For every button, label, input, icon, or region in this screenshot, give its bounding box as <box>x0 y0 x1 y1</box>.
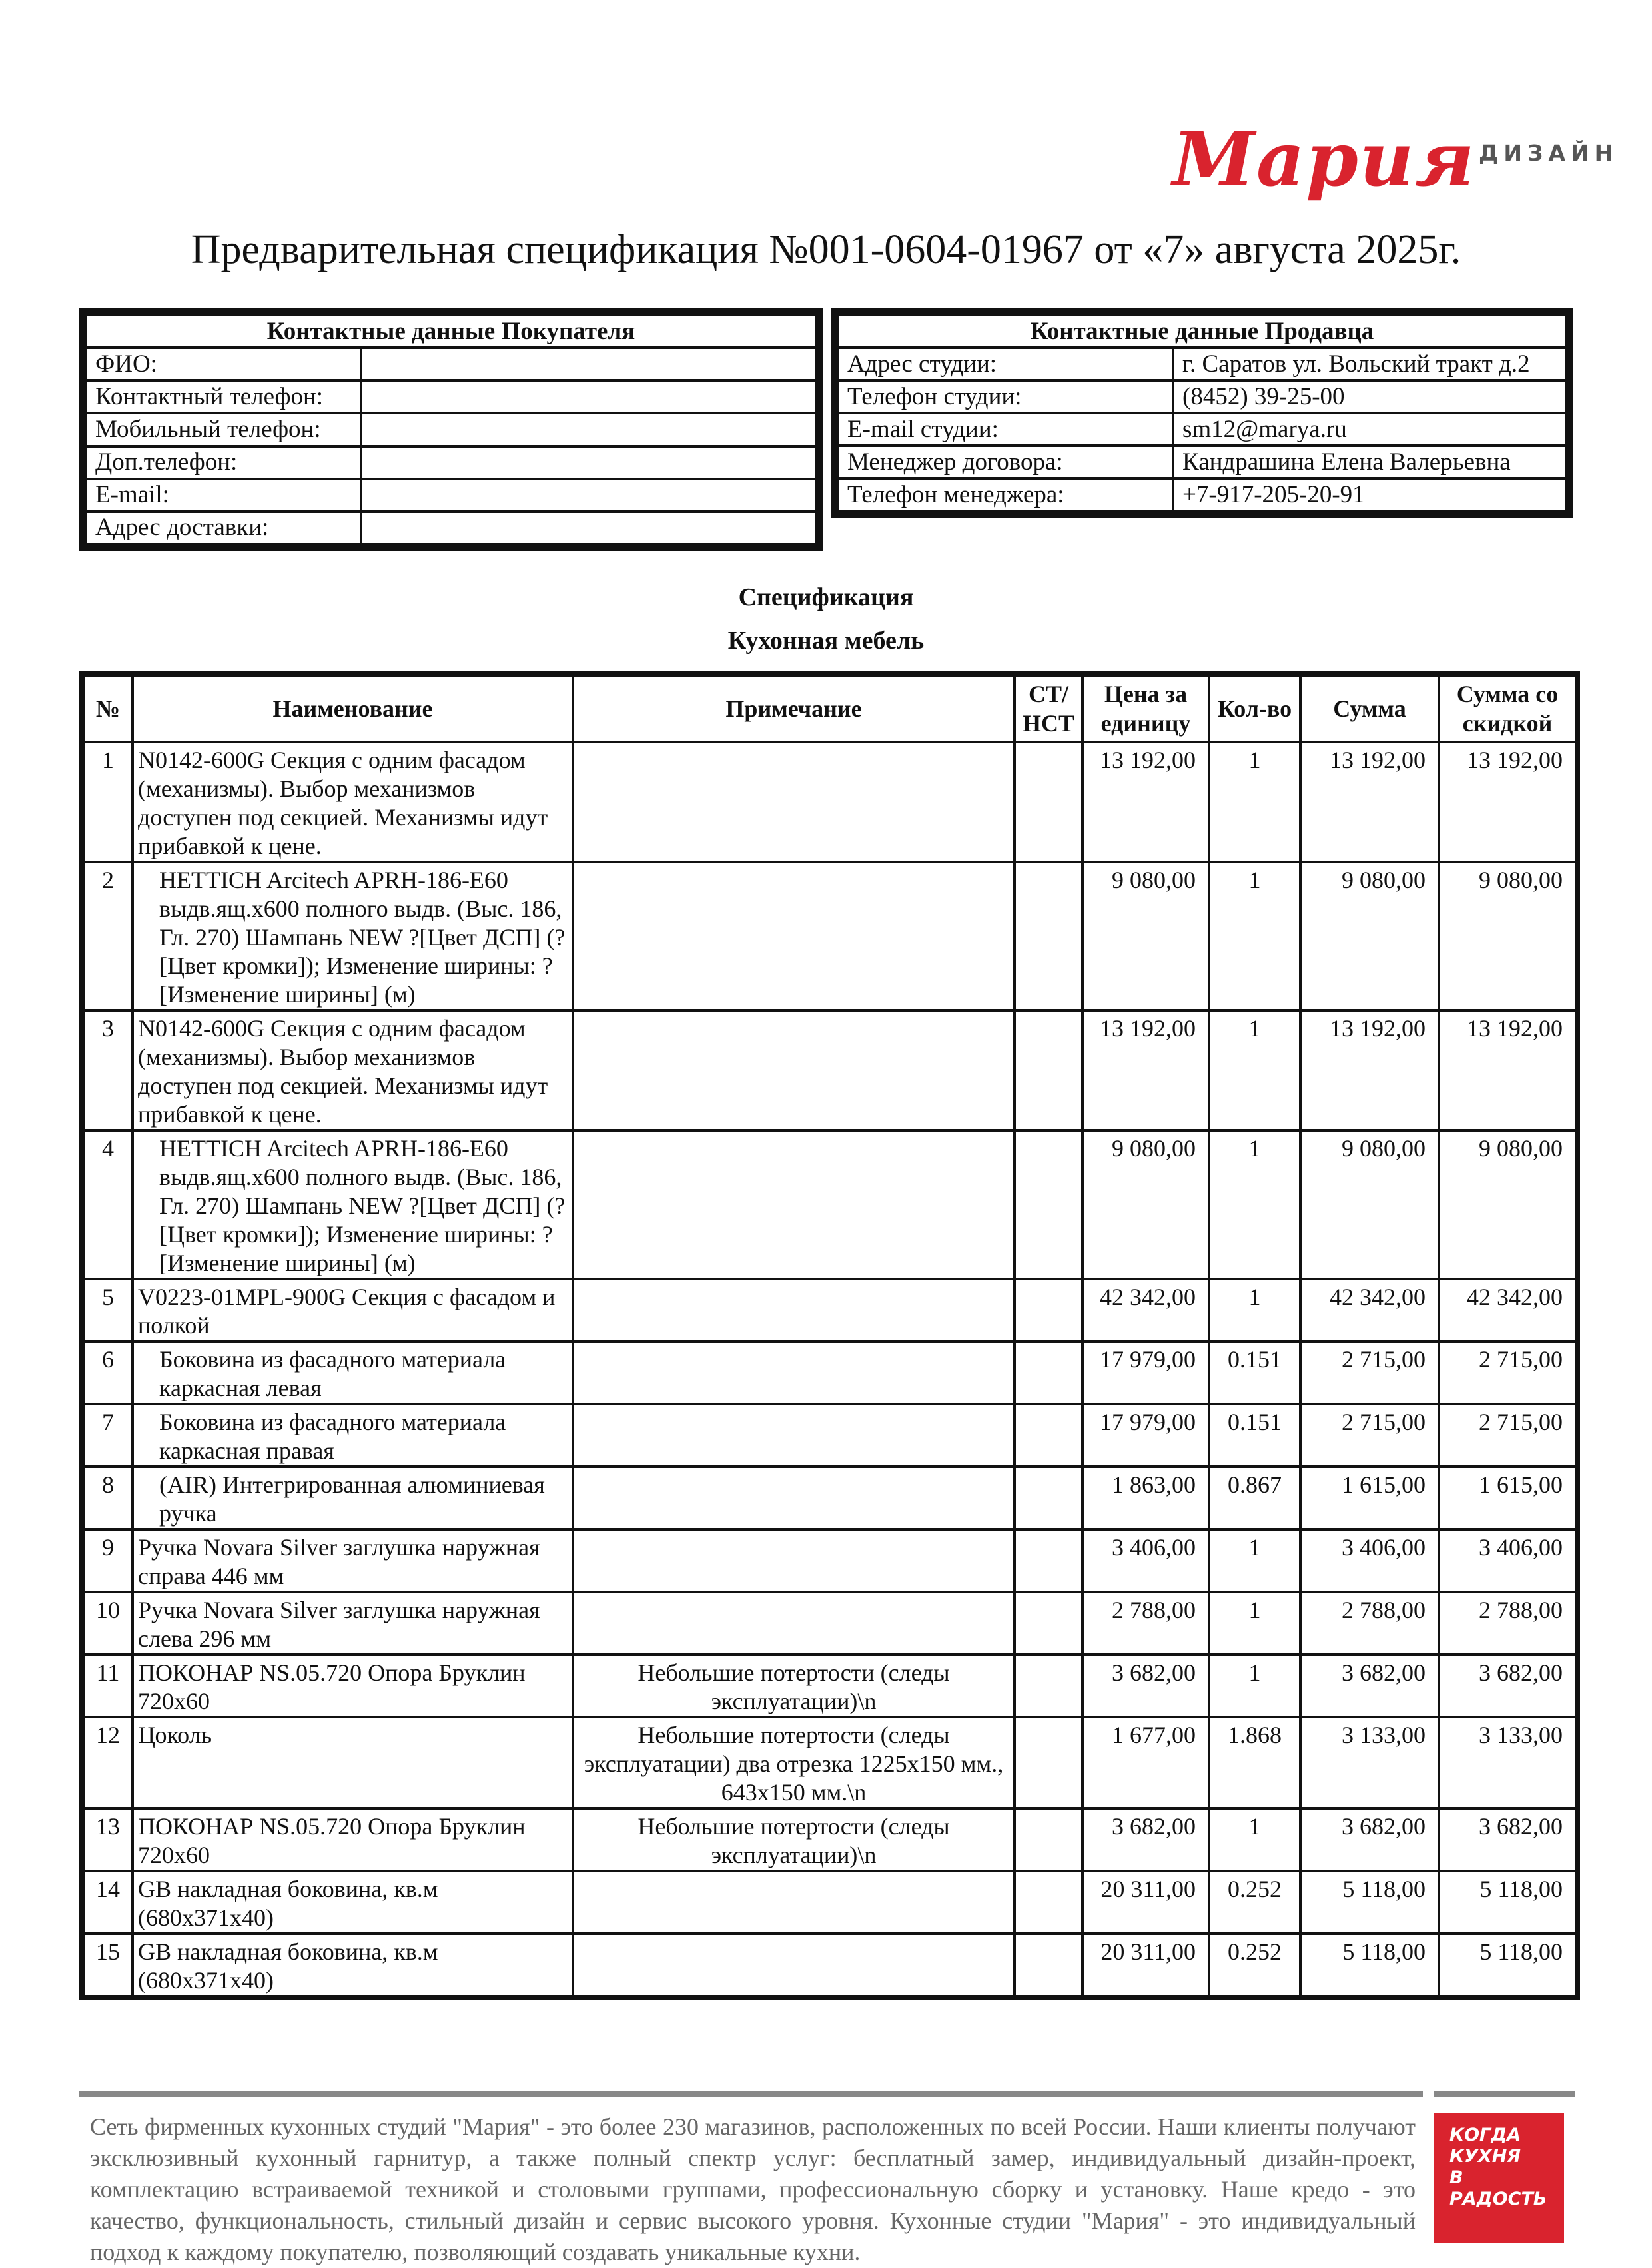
item-price: 3 406,00 <box>1082 1529 1209 1592</box>
col-header-price: Цена за единицу <box>1082 674 1209 742</box>
item-st <box>1015 1529 1082 1592</box>
item-sum: 3 133,00 <box>1300 1717 1439 1808</box>
buyer-label: ФИО: <box>86 348 361 380</box>
item-no: 15 <box>82 1934 133 1998</box>
item-name: N0142-600G Секция с одним фасадом (механизмы). Выбор механизмов доступен под секцией. Механизмы идут прибавкой к цене. <box>133 1010 573 1130</box>
item-st <box>1015 1130 1082 1279</box>
table-row <box>82 1404 1577 1467</box>
table-row <box>82 862 1577 1010</box>
item-st <box>1015 1655 1082 1717</box>
item-no: 7 <box>82 1404 133 1467</box>
item-no: 5 <box>82 1279 133 1341</box>
spec-heading: Спецификация <box>738 583 914 611</box>
item-price: 3 682,00 <box>1082 1808 1209 1871</box>
buyer-label: E-mail: <box>86 479 361 512</box>
item-sum: 5 118,00 <box>1300 1934 1439 1998</box>
item-sum: 42 342,00 <box>1300 1279 1439 1341</box>
item-qty: 1.868 <box>1209 1717 1300 1808</box>
item-sum-discount: 2 788,00 <box>1439 1592 1577 1655</box>
item-qty: 0.151 <box>1209 1341 1300 1404</box>
seller-label: Менеджер договора: <box>838 446 1173 478</box>
item-price: 3 682,00 <box>1082 1655 1209 1717</box>
seller-row <box>838 413 1566 446</box>
item-st <box>1015 1404 1082 1467</box>
table-row <box>82 1655 1577 1717</box>
item-sum-discount: 9 080,00 <box>1439 1130 1577 1279</box>
item-sum: 2 715,00 <box>1300 1341 1439 1404</box>
seller-row <box>838 348 1566 380</box>
item-note <box>573 1467 1015 1529</box>
item-sum-discount: 3 406,00 <box>1439 1529 1577 1592</box>
item-no: 12 <box>82 1717 133 1808</box>
spec-subheading: Кухонная мебель <box>727 627 925 655</box>
footer-divider <box>79 2091 1575 2097</box>
item-no: 4 <box>82 1130 133 1279</box>
item-price: 9 080,00 <box>1082 862 1209 1010</box>
item-sum-discount: 2 715,00 <box>1439 1341 1577 1404</box>
item-name: V0223-01MPL-900G Секция с фасадом и полкой <box>133 1279 573 1341</box>
item-sum-discount: 5 118,00 <box>1439 1934 1577 1998</box>
item-no: 1 <box>82 742 133 862</box>
item-no: 3 <box>82 1010 133 1130</box>
buyer-value <box>361 446 816 479</box>
item-no: 13 <box>82 1808 133 1871</box>
spec-table-body <box>82 742 1577 1998</box>
buyer-value <box>361 479 816 512</box>
item-sum-discount: 2 715,00 <box>1439 1404 1577 1467</box>
item-sum: 3 682,00 <box>1300 1808 1439 1871</box>
item-price: 2 788,00 <box>1082 1592 1209 1655</box>
item-qty: 1 <box>1209 1529 1300 1592</box>
item-st <box>1015 742 1082 862</box>
item-no: 2 <box>82 862 133 1010</box>
item-no: 6 <box>82 1341 133 1404</box>
item-note: Небольшие потертости (следы эксплуатации) два отрезка 1225х150 мм., 643х150 мм.\n <box>573 1717 1015 1808</box>
item-note: Небольшие потертости (следы эксплуатации)\n <box>573 1808 1015 1871</box>
item-sum-discount: 5 118,00 <box>1439 1871 1577 1934</box>
item-name: HETTICH Arcitech APRH-186-E60 выдв.ящ.х600 полного выдв. (Выс. 186, Гл. 270) Шампань NEW ?[Цвет ДСП] (?[Цвет кромки]); Изменение ширины: ?[Изменение ширины] (м) <box>133 1130 573 1279</box>
item-price: 1 863,00 <box>1082 1467 1209 1529</box>
buyer-row <box>86 348 816 380</box>
item-price: 13 192,00 <box>1082 742 1209 862</box>
item-st <box>1015 1010 1082 1130</box>
footer-divider-badge <box>1434 2091 1575 2097</box>
item-name: (AIR) Интегрированная алюминиевая ручка <box>133 1467 573 1529</box>
item-st <box>1015 1934 1082 1998</box>
seller-label: Телефон менеджера: <box>838 478 1173 511</box>
item-no: 9 <box>82 1529 133 1592</box>
table-row <box>82 1808 1577 1871</box>
item-qty: 0.252 <box>1209 1934 1300 1998</box>
table-row <box>82 1871 1577 1934</box>
item-name: Боковина из фасадного материала каркасная правая <box>133 1404 573 1467</box>
item-sum: 13 192,00 <box>1300 1010 1439 1130</box>
seller-contacts-heading: Контактные данные Продавца <box>838 315 1566 348</box>
item-sum-discount: 13 192,00 <box>1439 1010 1577 1130</box>
table-row <box>82 742 1577 862</box>
buyer-value <box>361 413 816 446</box>
item-name: Ручка Novara Silver заглушка наружная справа 446 мм <box>133 1529 573 1592</box>
buyer-label: Доп.телефон: <box>86 446 361 479</box>
table-row <box>82 1717 1577 1808</box>
seller-row <box>838 380 1566 413</box>
item-sum-discount: 3 682,00 <box>1439 1808 1577 1871</box>
seller-contacts-box <box>831 308 1573 518</box>
item-note <box>573 1404 1015 1467</box>
table-row <box>82 1130 1577 1279</box>
item-name: ПОКОНАР NS.05.720 Опора Бруклин 720х60 <box>133 1808 573 1871</box>
item-st <box>1015 1717 1082 1808</box>
col-header-qty: Кол-во <box>1209 674 1300 742</box>
buyer-label: Мобильный телефон: <box>86 413 361 446</box>
item-qty: 1 <box>1209 1279 1300 1341</box>
footer-divider-main <box>79 2091 1423 2097</box>
item-qty: 1 <box>1209 742 1300 862</box>
item-note <box>573 1130 1015 1279</box>
item-price: 17 979,00 <box>1082 1341 1209 1404</box>
item-sum-discount: 1 615,00 <box>1439 1467 1577 1529</box>
col-header-sum-discount: Сумма со скидкой <box>1439 674 1577 742</box>
item-qty: 1 <box>1209 1655 1300 1717</box>
item-price: 1 677,00 <box>1082 1717 1209 1808</box>
item-name: Боковина из фасадного материала каркасная левая <box>133 1341 573 1404</box>
table-row <box>82 1279 1577 1341</box>
item-note <box>573 1010 1015 1130</box>
item-sum-discount: 3 682,00 <box>1439 1655 1577 1717</box>
buyer-contacts-box <box>79 308 823 551</box>
spec-header-row <box>82 674 1577 742</box>
seller-row <box>838 446 1566 478</box>
item-qty: 1 <box>1209 862 1300 1010</box>
item-sum-discount: 9 080,00 <box>1439 862 1577 1010</box>
buyer-contacts-heading: Контактные данные Покупателя <box>86 315 816 348</box>
item-st <box>1015 1592 1082 1655</box>
item-sum: 5 118,00 <box>1300 1871 1439 1934</box>
item-note <box>573 862 1015 1010</box>
spec-table <box>79 671 1580 2000</box>
col-header-st: СТ/ НСТ <box>1015 674 1082 742</box>
item-qty: 1 <box>1209 1130 1300 1279</box>
seller-value: Кандрашина Елена Валерьевна <box>1173 446 1566 478</box>
item-sum-discount: 13 192,00 <box>1439 742 1577 862</box>
item-price: 13 192,00 <box>1082 1010 1209 1130</box>
buyer-contacts-table <box>85 314 817 546</box>
seller-value: (8452) 39-25-00 <box>1173 380 1566 413</box>
table-row <box>82 1010 1577 1130</box>
item-st <box>1015 1871 1082 1934</box>
item-qty: 1 <box>1209 1010 1300 1130</box>
logo-subtitle: ДИЗАЙН <box>1479 140 1619 166</box>
slogan-badge <box>1434 2113 1564 2243</box>
table-row <box>82 1592 1577 1655</box>
item-qty: 1 <box>1209 1592 1300 1655</box>
item-price: 42 342,00 <box>1082 1279 1209 1341</box>
item-name: Ручка Novara Silver заглушка наружная слева 296 мм <box>133 1592 573 1655</box>
slogan-line: КУХНЯ <box>1449 2146 1521 2167</box>
item-st <box>1015 1467 1082 1529</box>
col-header-name: Наименование <box>133 674 573 742</box>
item-note <box>573 1871 1015 1934</box>
item-sum: 9 080,00 <box>1300 1130 1439 1279</box>
item-qty: 0.867 <box>1209 1467 1300 1529</box>
buyer-row <box>86 380 816 413</box>
item-price: 20 311,00 <box>1082 1871 1209 1934</box>
item-st <box>1015 862 1082 1010</box>
item-no: 8 <box>82 1467 133 1529</box>
seller-label: E-mail студии: <box>838 413 1173 446</box>
item-st <box>1015 1341 1082 1404</box>
item-sum: 1 615,00 <box>1300 1467 1439 1529</box>
table-row <box>82 1529 1577 1592</box>
seller-contacts-table <box>837 314 1567 512</box>
item-sum: 13 192,00 <box>1300 742 1439 862</box>
item-name: Цоколь <box>133 1717 573 1808</box>
slogan-line: КОГДА <box>1449 2125 1521 2145</box>
logo-wordmark: Мария <box>1172 116 1476 203</box>
item-no: 11 <box>82 1655 133 1717</box>
item-sum: 3 682,00 <box>1300 1655 1439 1717</box>
item-price: 17 979,00 <box>1082 1404 1209 1467</box>
item-note <box>573 1529 1015 1592</box>
item-note: Небольшие потертости (следы эксплуатации)\n <box>573 1655 1015 1717</box>
item-name: GB накладная боковина, кв.м (680х371х40) <box>133 1934 573 1998</box>
item-sum: 2 715,00 <box>1300 1404 1439 1467</box>
buyer-row <box>86 512 816 544</box>
brand-logo <box>1172 116 1619 210</box>
item-no: 10 <box>82 1592 133 1655</box>
item-note <box>573 1279 1015 1341</box>
seller-row <box>838 478 1566 511</box>
item-st <box>1015 1808 1082 1871</box>
item-note <box>573 742 1015 862</box>
table-row <box>82 1467 1577 1529</box>
seller-label: Адрес студии: <box>838 348 1173 380</box>
seller-value: г. Саратов ул. Вольский тракт д.2 <box>1173 348 1566 380</box>
item-price: 9 080,00 <box>1082 1130 1209 1279</box>
item-price: 20 311,00 <box>1082 1934 1209 1998</box>
slogan-line: В РАДОСТЬ <box>1449 2167 1547 2209</box>
item-name: GB накладная боковина, кв.м (680х371х40) <box>133 1871 573 1934</box>
col-header-note: Примечание <box>573 674 1015 742</box>
item-qty: 0.252 <box>1209 1871 1300 1934</box>
seller-value: sm12@marya.ru <box>1173 413 1566 446</box>
item-name: HETTICH Arcitech APRH-186-E60 выдв.ящ.х600 полного выдв. (Выс. 186, Гл. 270) Шампань NEW ?[Цвет ДСП] (?[Цвет кромки]); Изменение ширины: ?[Изменение ширины] (м) <box>133 862 573 1010</box>
seller-value: +7-917-205-20-91 <box>1173 478 1566 511</box>
item-qty: 0.151 <box>1209 1404 1300 1467</box>
footer-text: Сеть фирменных кухонных студий "Мария" - это более 230 магазинов, расположенных по всей России. Наши клиенты получают эксклюзивный кухонный гарнитур, а также полный спектр услуг: бесплатный замер, индивидуальный дизайн-проект, комплектацию встраиваемой техникой и столовыми группами, профессиональную сборку и установку. Наше кредо - это качество, функциональность, стильный дизайн и сервис высокого уровня. Кухонные студии "Мария" - это индивидуальный подход к каждому покупателю, позволяющий создавать уникальные кухни. <box>90 2113 1416 2265</box>
table-row <box>82 1934 1577 1998</box>
item-note <box>573 1934 1015 1998</box>
item-note <box>573 1341 1015 1404</box>
col-header-no: № <box>82 674 133 742</box>
buyer-label: Контактный телефон: <box>86 380 361 413</box>
col-header-sum: Сумма <box>1300 674 1439 742</box>
document-title: Предварительная спецификация №001-0604-01967 от «7» августа 2025г. <box>191 227 1461 272</box>
buyer-row <box>86 446 816 479</box>
item-name: ПОКОНАР NS.05.720 Опора Бруклин 720х60 <box>133 1655 573 1717</box>
item-sum-discount: 42 342,00 <box>1439 1279 1577 1341</box>
buyer-row <box>86 413 816 446</box>
item-note <box>573 1592 1015 1655</box>
buyer-value <box>361 380 816 413</box>
buyer-value <box>361 348 816 380</box>
table-row <box>82 1341 1577 1404</box>
item-name: N0142-600G Секция с одним фасадом (механизмы). Выбор механизмов доступен под секцией. Механизмы идут прибавкой к цене. <box>133 742 573 862</box>
item-st <box>1015 1279 1082 1341</box>
item-no: 14 <box>82 1871 133 1934</box>
item-sum: 3 406,00 <box>1300 1529 1439 1592</box>
item-sum-discount: 3 133,00 <box>1439 1717 1577 1808</box>
buyer-value <box>361 512 816 544</box>
seller-label: Телефон студии: <box>838 380 1173 413</box>
item-sum: 2 788,00 <box>1300 1592 1439 1655</box>
buyer-label: Адрес доставки: <box>86 512 361 544</box>
buyer-row <box>86 479 816 512</box>
item-sum: 9 080,00 <box>1300 862 1439 1010</box>
item-qty: 1 <box>1209 1808 1300 1871</box>
